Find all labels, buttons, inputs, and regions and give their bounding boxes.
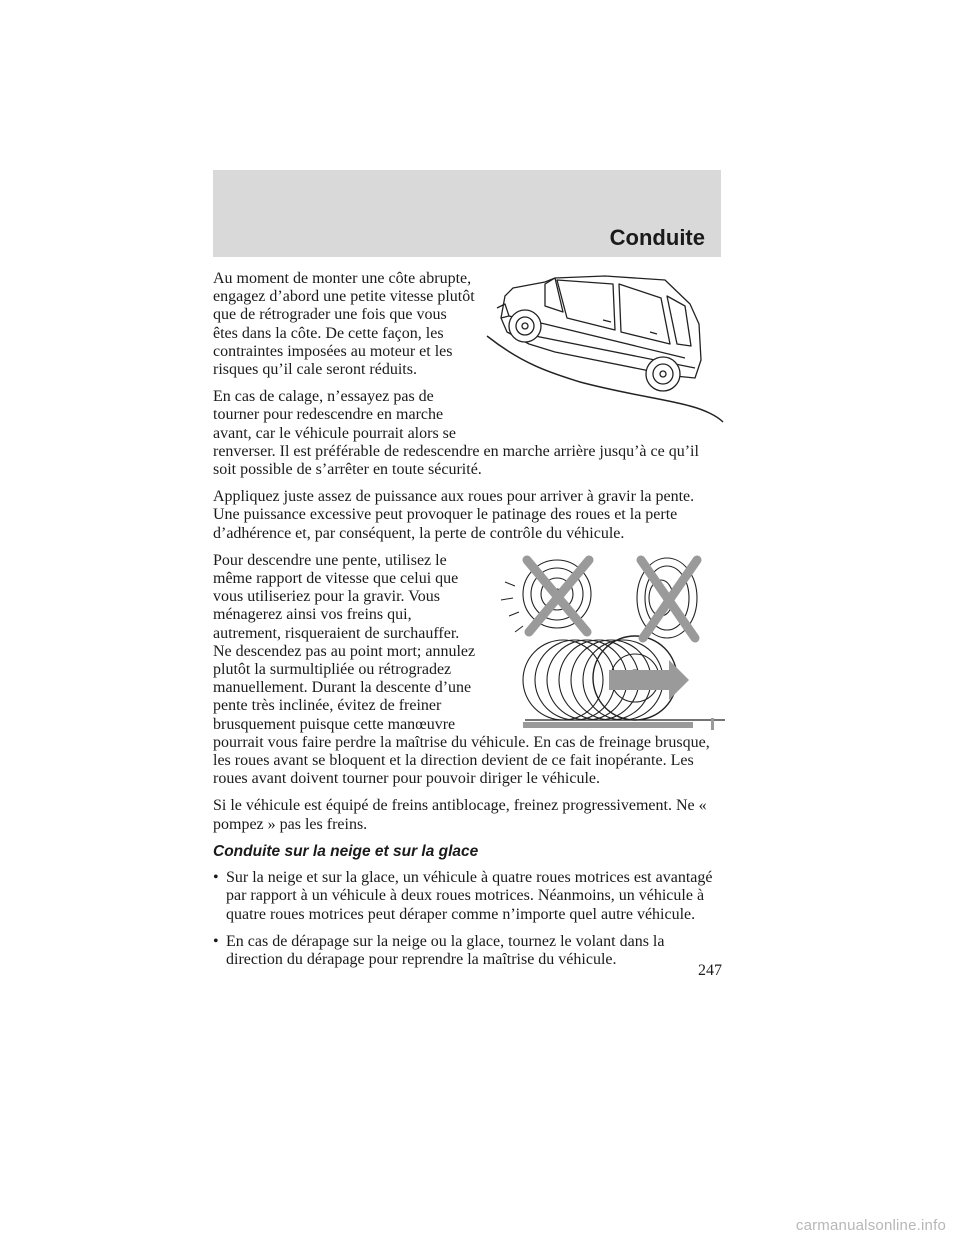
bullet-glyph: • xyxy=(213,932,219,950)
page-content xyxy=(213,270,721,978)
snow-bullet-list xyxy=(213,869,721,969)
suv-climbing-hill-illustration xyxy=(485,274,725,432)
subheading-snow-ice: Conduite sur la neige et sur la glace xyxy=(213,842,479,860)
wheel-spin-skid-illustration xyxy=(485,552,725,732)
page-number: 247 xyxy=(698,962,722,979)
paragraph-hill-climb: Au moment de monter une côte abrupte, engagez d’abord une petite vitesse plutôt que de rétrograder une fois que vous êtes dans la côte. De cette façon, les contraintes imposées au moteur et les risques qu’il cale seront réduits. xyxy=(213,270,475,379)
paragraph-stall: En cas de calage, n’essayez pas de tourner pour redescendre en marche avant, car le véhicule pourrait alors se renverser. Il est préférable de redescendre en marche arrière jusqu’à ce qu’il soit possible de s’arrêter en toute sécurité. xyxy=(213,388,699,479)
bullet-glyph: • xyxy=(213,869,219,887)
section-header-band xyxy=(213,170,721,257)
watermark: carmanualsonline.info xyxy=(795,1217,946,1234)
paragraph-power: Appliquez juste assez de puissance aux roues pour arriver à gravir la pente. Une puissance excessive peut provoquer le patinage des roues et la perte d’adhérence et, par conséquent, la perte de contrôle du véhicule. xyxy=(213,488,695,542)
list-item xyxy=(213,933,721,969)
paragraph-abs: Si le véhicule est équipé de freins antiblocage, freinez progressivement. Ne « pompez » pas les freins. xyxy=(213,797,707,833)
list-item xyxy=(213,869,721,924)
list-item-text: En cas de dérapage sur la neige ou la glace, tournez le volant dans la direction du dérapage pour reprendre la maîtrise du véhicule. xyxy=(226,932,665,968)
section-title: Conduite xyxy=(609,225,705,250)
paragraph-descend: Pour descendre une pente, utilisez le même rapport de vitesse que celui que vous utiliseriez pour la gravir. Vous ménagerez ainsi vos freins qui, autrement, risqueraient de surchauffer. Ne descendez pas au point mort; annulez plutôt la surmultipliée ou rétrogradez manuellement. Durant la descente d’une pente très inclinée, évitez de freiner brusquement puisque cette manœuvre pourrait vous faire perdre la maîtrise du véhicule. En cas de freinage brusque, les roues avant se bloquent et la direction devient de ce fait inopérante. Les roues avant doivent tourner pour pouvoir diriger le véhicule. xyxy=(213,551,710,788)
list-item-text: Sur la neige et sur la glace, un véhicule à quatre roues motrices est avantagé par rapport à un véhicule à deux roues motrices. Néanmoins, un véhicule à quatre roues motrices peut déraper comme n’importe quel autre véhicule. xyxy=(226,869,713,923)
